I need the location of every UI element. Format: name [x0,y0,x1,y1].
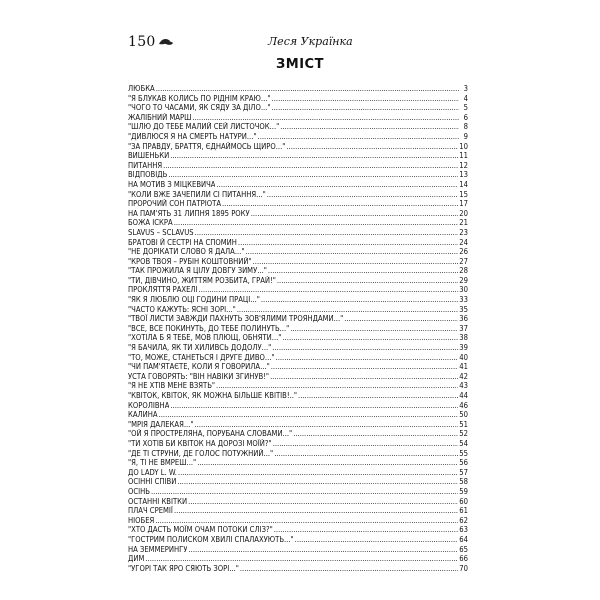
toc-entry[interactable] [128,324,468,334]
dot-leader [272,343,458,353]
toc-entry[interactable] [128,333,468,343]
toc-entry[interactable] [128,84,468,94]
toc-entry-page: 13 [459,170,468,180]
dot-leader [159,410,459,420]
dot-leader [199,285,459,295]
toc-entry-page: 33 [459,295,468,305]
toc-entry-title: "ТИ, ДІВЧИНО, ЖИТТЯМ РОЗБИТА, ГРАЙ!" [128,275,276,285]
dot-leader [251,209,459,219]
toc-entry[interactable] [128,285,468,295]
toc-entry-page: 23 [459,227,468,237]
toc-entry[interactable] [128,142,468,152]
toc-entry-page: 15 [459,189,468,199]
running-title: Леся Українка [268,35,353,48]
toc-entry[interactable] [128,247,468,257]
toc-entry-page: 58 [459,477,468,487]
toc-entry-title: "ЗА ПРАВДУ, БРАТТЯ, ЄДНАЙМОСЬ ЩИРО..." [128,141,286,151]
toc-entry[interactable] [128,477,468,487]
toc-entry-page: 30 [459,285,468,295]
toc-entry-page: 56 [459,458,468,468]
toc-entry-page: 50 [459,410,468,420]
dot-leader [274,525,459,535]
toc-entry-title: "ХТО ДАСТЬ МОЇМ ОЧАМ ПОТОКИ СЛІЗ?" [128,525,273,535]
toc-entry-page: 65 [459,544,468,554]
toc-entry-page: 5 [463,103,468,113]
dot-leader [240,564,458,574]
toc-entry-title: ЖАЛІБНИЙ МАРШ [128,112,192,122]
toc-entry-title: НІОБЕЯ [128,515,155,525]
toc-entry[interactable] [128,180,468,190]
toc-entry-page: 40 [459,352,468,362]
toc-entry-title: НА ПАМ'ЯТЬ 31 ЛИПНЯ 1895 РОКУ [128,208,250,218]
dot-leader [197,458,458,468]
toc-entry[interactable] [128,266,468,276]
dot-leader [151,487,458,497]
toc-entry-title: ЛЮБКА [128,84,155,93]
toc-entry-page: 41 [459,362,468,372]
toc-entry-page: 27 [459,256,468,266]
page-number: 150 [128,34,156,50]
toc-entry-page: 14 [459,179,468,189]
toc-entry-title: ОСІННІ СПІВИ [128,477,177,487]
dot-leader [174,506,458,516]
toc-entry-title: НА МОТИВ З МІЦКЕВИЧА [128,179,216,189]
dot-leader [290,324,458,334]
toc-entry-page: 60 [459,496,468,506]
toc-entry-page: 44 [459,391,468,400]
toc-entry-page: 28 [459,266,468,276]
toc-entry[interactable] [128,468,468,478]
toc-entry[interactable] [128,343,468,353]
toc-entry[interactable] [128,122,468,132]
dot-leader [216,180,458,190]
toc-entry-page: 3 [463,84,468,93]
toc-entry[interactable] [128,132,468,142]
dot-leader [273,439,459,449]
toc-entry[interactable] [128,545,468,555]
toc-entry-title: "ТАК ПРОЖИЛА Я ЦІЛУ ДОВГУ ЗИМУ..." [128,266,267,276]
toc-entry-title: "ДИВЛЮСЯ Я НА СМЕРТЬ НАТУРИ..." [128,131,257,141]
toc-entry-page: 43 [459,381,468,391]
toc-entry[interactable] [128,458,468,468]
dot-leader [216,381,458,391]
dot-leader [174,218,459,228]
dot-leader [156,84,459,94]
toc-entry-page: 64 [459,534,468,544]
toc-entry[interactable] [128,487,468,497]
dot-leader [280,122,459,132]
toc-entry[interactable] [128,362,468,372]
dot-leader [286,142,458,152]
dot-leader [170,151,458,161]
toc-entry[interactable] [128,516,468,526]
dot-leader [194,420,458,430]
toc-entry[interactable] [128,113,468,123]
toc-entry-title: БОЖА ІСКРА [128,218,173,228]
toc-entry-page: 29 [459,275,468,285]
toc-entry[interactable] [128,535,468,545]
dot-leader [267,190,459,200]
toc-entry[interactable] [128,94,468,104]
dot-leader [188,497,458,507]
toc-entry-page: 37 [459,323,468,333]
toc-entry-page: 8 [463,122,468,132]
dot-leader [271,362,459,372]
toc-entry[interactable] [128,199,468,209]
toc-entry-page: 55 [459,448,468,458]
toc-entry-page: 54 [459,438,468,448]
toc-entry-title: "КРОВ ТВОЯ – РУБІН КОШТОВНИЙ" [128,256,252,266]
toc-entry-title: БРАТОВІ Й СЕСТРІ НА СПОМИН [128,237,237,247]
toc-entry-title: КАЛИНА [128,410,158,420]
toc-entry-title: ПЛАЧ СРЕМІЇ [128,506,173,516]
toc-entry-page: 39 [459,343,468,353]
table-of-contents [128,84,468,573]
toc-entry[interactable] [128,218,468,228]
dot-leader [276,353,459,363]
toc-entry[interactable] [128,381,468,391]
toc-entry[interactable] [128,228,468,238]
toc-entry-page: 11 [459,151,468,161]
toc-entry[interactable] [128,103,468,113]
toc-entry-page: 42 [459,371,468,381]
toc-entry-title: "МРІЯ ДАЛЕКАЯ..." [128,419,194,429]
toc-entry-page: 35 [459,304,468,314]
dot-leader [145,554,458,564]
toc-entry[interactable] [128,525,468,535]
toc-entry[interactable] [128,295,468,305]
toc-entry-page: 24 [459,237,468,247]
toc-entry-title: "ЧОГО ТО ЧАСАМИ, ЯК СЯДУ ЗА ДІЛО..." [128,103,271,113]
toc-entry[interactable] [128,170,468,180]
toc-entry[interactable] [128,238,468,248]
toc-entry[interactable] [128,449,468,459]
toc-entry-title: ВІДПОВІДЬ [128,170,168,180]
dot-leader [268,266,458,276]
toc-entry-page: 26 [459,247,468,257]
leaf-ornament-icon [158,37,174,47]
toc-entry-title: "ГОСТРИМ ПОЛИСКОМ ХВИЛІ СПАЛАХУЮТЬ..." [128,534,294,544]
toc-heading: ЗМІСТ [276,57,324,72]
toc-entry-page: 46 [459,400,468,410]
toc-entry-title: ПРОРОЧИЙ СОН ПАТРІОТА [128,199,221,209]
dot-leader [277,276,458,286]
dot-leader [258,132,459,142]
dot-leader [170,401,458,411]
toc-entry[interactable] [128,209,468,219]
toc-entry-page: 4 [463,93,468,103]
dot-leader [295,535,459,545]
toc-entry[interactable] [128,420,468,430]
toc-entry-page: 52 [459,429,468,439]
toc-entry-title: "Я, ТІ НЕ ВМРЕШ..." [128,458,197,468]
toc-entry[interactable] [128,314,468,324]
toc-entry-page: 10 [459,141,468,151]
dot-leader [192,113,459,123]
toc-entry[interactable] [128,506,468,516]
toc-entry-page: 6 [463,112,468,122]
dot-leader [253,257,459,267]
toc-entry-page: 66 [459,554,468,564]
toc-entry-title: НА ЗЕММЕРИНГУ [128,544,188,554]
toc-entry-title: "ТО, МОЖЕ, СТАНЕТЬСЯ І ДРУГЕ ДИВО..." [128,352,275,362]
dot-leader [271,103,459,113]
toc-entry-title: ОСТАННІ КВІТКИ [128,496,188,506]
toc-entry-title: "НЕ ДОРІКАТИ СЛОВО Я ДАЛА..." [128,247,245,257]
page-header [128,34,478,52]
toc-entry-title: "ХОТІЛА Б Я ТЕБЕ, МОВ ПЛЮЩ, ОБНЯТИ..." [128,333,282,343]
dot-leader [272,94,459,104]
toc-entry-title: "ЧИ ПАМ'ЯТАЄТЕ, КОЛИ Я ГОВОРИЛА..." [128,362,270,372]
dot-leader [238,238,458,248]
toc-entry-title: "УГОРІ ТАК ЯРО СЯЮТЬ ЗОРІ..." [128,563,239,573]
toc-entry-page: 57 [459,467,468,477]
dot-leader [195,228,459,238]
toc-entry-page: 12 [459,160,468,170]
toc-entry-page: 63 [459,525,468,535]
toc-entry-title: "ВСЕ, ВСЕ ПОКИНУТЬ, ДО ТЕБЕ ПОЛИНУТЬ..." [128,323,290,333]
dot-leader [222,199,458,209]
toc-entry-title: "Я БЛУКАВ КОЛИСЬ ПО РІДНІМ КРАЮ..." [128,93,271,103]
toc-entry[interactable] [128,391,468,401]
toc-entry-page: 70 [459,563,468,573]
toc-entry[interactable] [128,372,468,382]
toc-entry-title: "ТВОЇ ЛИСТИ ЗАВЖДИ ПАХНУТЬ ЗОВ'ЯЛИМИ ТРОЯНДАМИ..." [128,314,344,324]
toc-entry-title: ДО LADY L. W. [128,467,177,477]
toc-entry-title: ОСІНЬ [128,486,150,496]
dot-leader [270,372,458,382]
toc-entry-title: ДИМ [128,554,145,564]
dot-leader [163,161,458,171]
dot-leader [177,477,458,487]
dot-leader [168,170,458,180]
toc-entry-page: 20 [459,208,468,218]
toc-entry-page: 61 [459,506,468,516]
toc-entry-page: 62 [459,515,468,525]
dot-leader [344,314,458,324]
toc-entry[interactable] [128,353,468,363]
toc-entry[interactable] [128,151,468,161]
toc-entry-title: ПРОКЛЯТТЯ РАХЕЛІ [128,285,198,295]
toc-entry-page: 51 [459,419,468,429]
dot-leader [298,391,458,401]
dot-leader [155,516,458,526]
toc-entry-title: ВИШЕНЬКИ [128,151,170,161]
toc-entry[interactable] [128,401,468,411]
toc-entry-title: "ОЙ Я ПРОСТРЕЛЯНА, ПОРУБАНА СЛОВАМИ..." [128,429,293,439]
toc-entry[interactable] [128,564,468,574]
toc-entry[interactable] [128,276,468,286]
toc-entry[interactable] [128,439,468,449]
toc-entry-title: "ЧАСТО КАЖУТЬ: ЯСНІ ЗОРІ..." [128,304,236,314]
toc-entry-title: SLAVUS – SCLAVUS [128,227,194,237]
dot-leader [274,449,458,459]
toc-entry[interactable] [128,305,468,315]
toc-entry-title: "КВІТОК, КВІТОК, ЯК МОЖНА БІЛЬШЕ КВІТІВ!.." [128,391,298,400]
dot-leader [282,333,458,343]
dot-leader [178,468,458,478]
toc-entry[interactable] [128,554,468,564]
dot-leader [261,295,458,305]
toc-entry-page: 59 [459,486,468,496]
toc-entry[interactable] [128,161,468,171]
toc-entry[interactable] [128,257,468,267]
toc-entry-title: УСТА ГОВОРЯТЬ: "ВІН НАВІКИ ЗГИНУВ!" [128,371,270,381]
toc-entry-title: "ДЕ ТІ СТРУНИ, ДЕ ГОЛОС ПОТУЖНИЙ..." [128,448,274,458]
toc-entry-page: 9 [463,131,468,141]
dot-leader [237,305,459,315]
toc-entry-page: 17 [459,199,468,209]
toc-entry-title: "Я НЕ ХТІВ МЕНЕ ВЗЯТЬ" [128,381,216,391]
toc-entry-page: 21 [459,218,468,228]
toc-entry[interactable] [128,410,468,420]
dot-leader [293,429,458,439]
toc-entry[interactable] [128,429,468,439]
dot-leader [246,247,459,257]
toc-entry-title: "ТИ ХОТІВ БИ КВІТОК НА ДОРОЗІ МОЇЙ?" [128,438,272,448]
toc-entry[interactable] [128,190,468,200]
toc-entry-title: "Я БАЧИЛА, ЯК ТИ ХИЛИВСЬ ДОДОЛУ..." [128,343,272,353]
toc-entry-title: "КОЛИ ВЖЕ ЗАЧЕПИЛИ СІ ПИТАННЯ..." [128,189,266,199]
toc-entry-title: "ШЛЮ ДО ТЕБЕ МАЛИЙ СЕЙ ЛИСТОЧОК..." [128,122,280,132]
toc-entry-title: "ЯК Я ЛЮБЛЮ ОЦІ ГОДИНИ ПРАЦІ..." [128,295,260,305]
toc-entry-title: ПИТАННЯ [128,160,163,170]
toc-entry-title: КОРОЛІВНА [128,400,170,410]
toc-entry-page: 38 [459,333,468,343]
toc-entry[interactable] [128,497,468,507]
dot-leader [188,545,458,555]
toc-entry-page: 36 [459,314,468,324]
